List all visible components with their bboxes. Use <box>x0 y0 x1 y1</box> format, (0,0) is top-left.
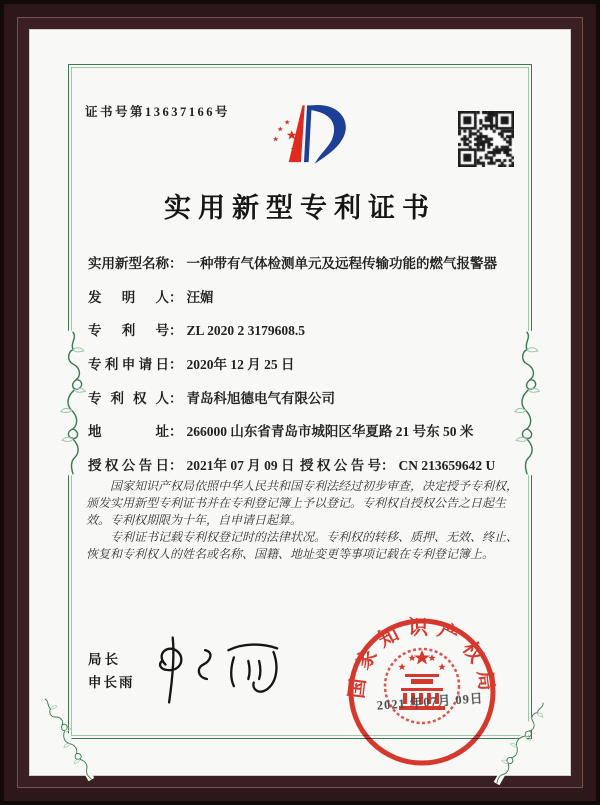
field-row-patent-no <box>88 319 518 353</box>
field-colon: ： <box>169 424 183 440</box>
certificate-paper <box>30 30 570 775</box>
field-label: 地址 <box>88 424 169 440</box>
field-label: 专利号 <box>88 323 169 339</box>
legal-text <box>86 478 518 563</box>
legal-paragraph: 专利证书记载专利权登记时的法律状况。专利权的转移、质押、无效、终止、恢复和专利权人的姓名或名称、国籍、地址变更等事项记载在专利登记簿上。 <box>86 530 519 561</box>
field-colon: ： <box>381 458 395 474</box>
cnipa-logo-icon <box>258 100 350 166</box>
field-colon: ： <box>169 390 183 406</box>
fields-block <box>88 252 518 488</box>
field-colon: ： <box>169 458 183 474</box>
field-value: 一种带有气体检测单元及远程传输功能的燃气报警器 <box>186 256 497 271</box>
signer-title: 局长 <box>88 652 121 667</box>
field-label: 授权公告日 <box>88 458 169 474</box>
grant-date-stamp: 2021 年07月 09日 <box>376 691 484 713</box>
field-row-address <box>88 420 518 454</box>
field-label: 专利申请日 <box>88 357 169 373</box>
field-colon: ： <box>169 289 183 305</box>
qr-code <box>458 111 514 167</box>
signature-icon <box>130 634 300 706</box>
field-value: 青岛科旭德电气有限公司 <box>186 390 335 406</box>
flourish-ornament-icon <box>60 306 86 500</box>
field-row-inventor <box>88 286 518 320</box>
field-colon: ： <box>169 357 183 373</box>
field-value: 2020年 12 月 25 日 <box>186 357 295 373</box>
field-label: 专利权人 <box>88 390 169 406</box>
field-label: 实用新型名称 <box>88 256 169 271</box>
field-value: ZL 2020 2 3179608.5 <box>186 323 306 339</box>
field-value: 汪媚 <box>186 289 214 305</box>
seal-ring-text: 国家知识产权局 <box>345 617 499 700</box>
signer-name: 申长雨 <box>88 675 135 690</box>
field-value: 2021年 07 月 09 日 <box>186 458 295 474</box>
field-label: 发明人 <box>88 289 169 305</box>
legal-paragraph: 国家知识产权局依照中华人民共和国专利法经过初步审查，决定授予专利权，颁发实用新型专利证书并在专利登记簿上予以登记。专利权自授权公告之日起生效。专利权期限为十年，自申请日起算。 <box>86 479 519 527</box>
field-row-patentee <box>88 387 518 421</box>
field-row-name <box>88 252 518 286</box>
field-row-filing-date <box>88 353 518 387</box>
field-value: CN 213659642 U <box>398 458 496 474</box>
certificate-title: 实用新型专利证书 <box>164 193 436 223</box>
field-value: 266000 山东省青岛市城阳区华夏路 21 号东 50 米 <box>186 424 474 440</box>
field-colon: ： <box>169 323 183 339</box>
field-label: 授权公告号 <box>300 458 381 474</box>
field-colon: ： <box>169 256 183 271</box>
certificate-number: 证书号第13637166号 <box>85 105 231 119</box>
flourish-ornament-icon <box>514 306 540 500</box>
